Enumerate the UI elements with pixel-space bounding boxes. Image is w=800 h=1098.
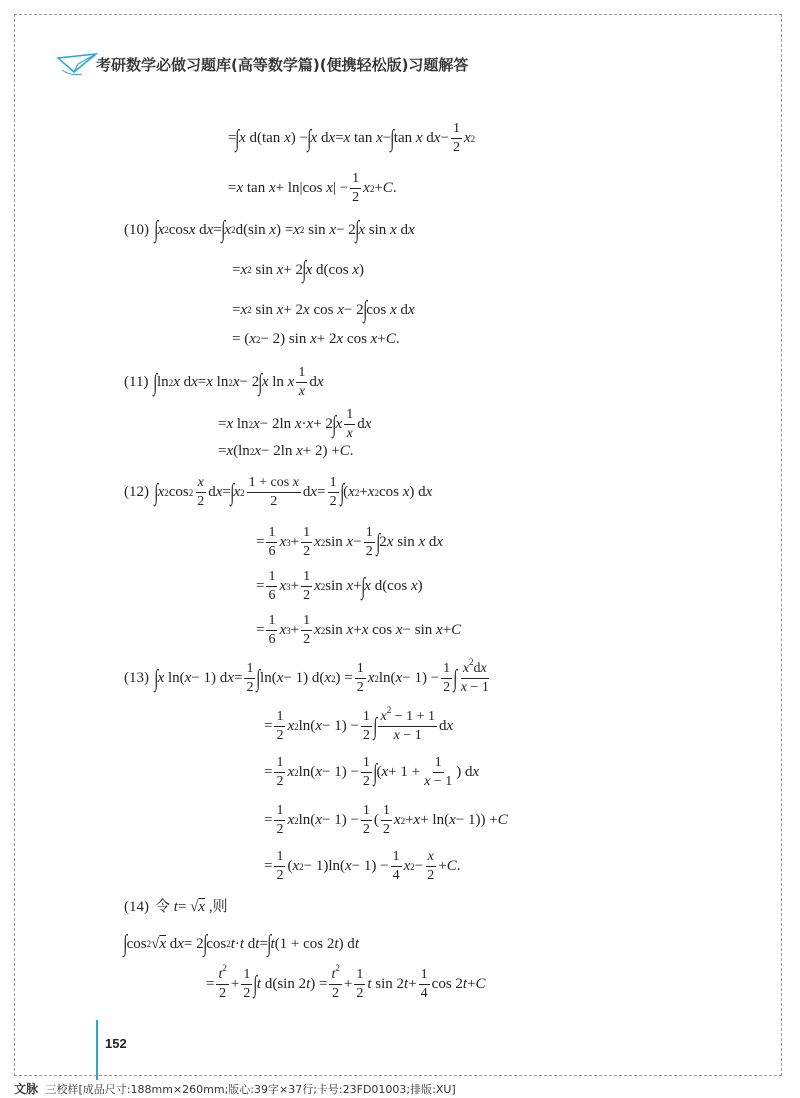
solution-line: = $\frac{1}{2}$ ( x 2 − 1)ln( x − 1) − $\frac{1}{4}$ x 2 − $\frac{x}{2}$ + C . [264,849,461,883]
problem-label: (14) [124,899,149,915]
problem-label: (12) [124,484,149,500]
print-footer [14,1080,456,1097]
solution-line: = $\frac{1}{6}$ x 3 + $\frac{1}{2}$ x 2 sin x + x cos x − sin x + C [256,613,462,647]
solution-line: = $\frac{1}{2}$ x 2 ln( x − 1) − $\frac{1}{2}$ ( $\frac{1}{2}$ x 2 + x + ln( x − 1)) + C [264,803,508,837]
solution-line: (14) 令 t = √ x ,则 [124,899,228,915]
solution-line: = x (ln 2 x − 2ln x + 2) + C . [218,443,354,459]
solution-line: = $\frac{t^2}{2}$ + $\frac{1}{2}$ ∫ t d(sin 2 t ) = $\frac{t^2}{2}$ + $\frac{1}{2}$ t sin 2 t + $\frac{1}{4}$ cos 2 t + C [206,963,486,1001]
solution-line: = $\frac{1}{6}$ x 3 + $\frac{1}{2}$ x 2 sin x + ∫ x d(cos x ) [256,569,423,603]
solution-line: (11) ∫ ln 2 x d x = x ln 2 x − 2 ∫ x ln x $\frac{1}{x}$ d x [124,365,324,399]
solution-line: (13) ∫ x ln( x − 1) d x = $\frac{1}{2}$ ∫ ln( x − 1) d( x 2 ) = $\frac{1}{2}$ x 2 ln( x − 1) − $\frac{1}{2}$ ∫ $\frac{x^2dx}{x - 1}$ [124,657,489,695]
problem-label: (13) [124,670,149,686]
paper-plane-icon [56,52,100,78]
problem-label: (10) [124,221,149,238]
solution-line: = x tan x + ln|cos x | − $\frac{1}{2}$ x 2 + C . [228,171,397,205]
footer-info: 三校样[成品尺寸:188mm×260mm;版心:39字×37行;卡号:23FD01003;排版:XU] [45,1083,456,1096]
solution-line: = $\frac{1}{2}$ x 2 ln( x − 1) − $\frac{1}{2}$ ∫ ( x + 1 + $\frac{1}{x - 1}$ ) d x [264,755,480,789]
solution-line: = $\frac{1}{6}$ x 3 + $\frac{1}{2}$ x 2 sin x − $\frac{1}{2}$ ∫ 2 x sin x d x [256,525,444,559]
solution-line: (10) ∫ x 2 cos x d x = ∫ x 2 d(sin x ) = x 2 sin x − 2 ∫ x sin x d x [124,217,415,243]
solution-line: (12) ∫ x 2 cos 2 $\frac{x}{2}$ d x = ∫ x 2 $\frac{\text{1 + cos x}}{2}$ d x = $\frac{1}{2}$ ∫ ( x 2 + x 2 cos x ) d x [124,475,433,509]
problem-label: (11) [124,374,149,390]
solution-line: = x 2 sin x + 2 ∫ x d(cos x ) [232,257,364,283]
footer-brand: 文脉 [14,1082,39,1096]
solution-line: ∫ cos 2 √ x d x = 2 ∫ cos 2 t · t d t = ∫ t (1 + cos 2 t ) d t [123,931,359,957]
solution-line: = $\frac{1}{2}$ x 2 ln( x − 1) − $\frac{1}{2}$ ∫ $\frac{x^2 - 1 + 1}{x - 1}$ d x [264,705,454,743]
margin-accent-bar [96,1020,98,1080]
solution-line: = ∫ x d(tan x ) − ∫ x d x = x tan x − ∫ tan x d x − $\frac{1}{2}$ x 2 [228,121,476,155]
header-title: 考研数学必做习题库(高等数学篇)(便携轻松版)习题解答 [96,56,469,74]
solution-line: = ( x 2 − 2) sin x + 2 x cos x + C . [232,331,400,347]
page-number: 152 [105,1036,127,1051]
solution-line: = x ln 2 x − 2ln x · x + 2 ∫ x $\frac{1}{x}$ d x [218,407,372,441]
solution-line: = x 2 sin x + 2 x cos x − 2 ∫ cos x d x [232,297,415,323]
